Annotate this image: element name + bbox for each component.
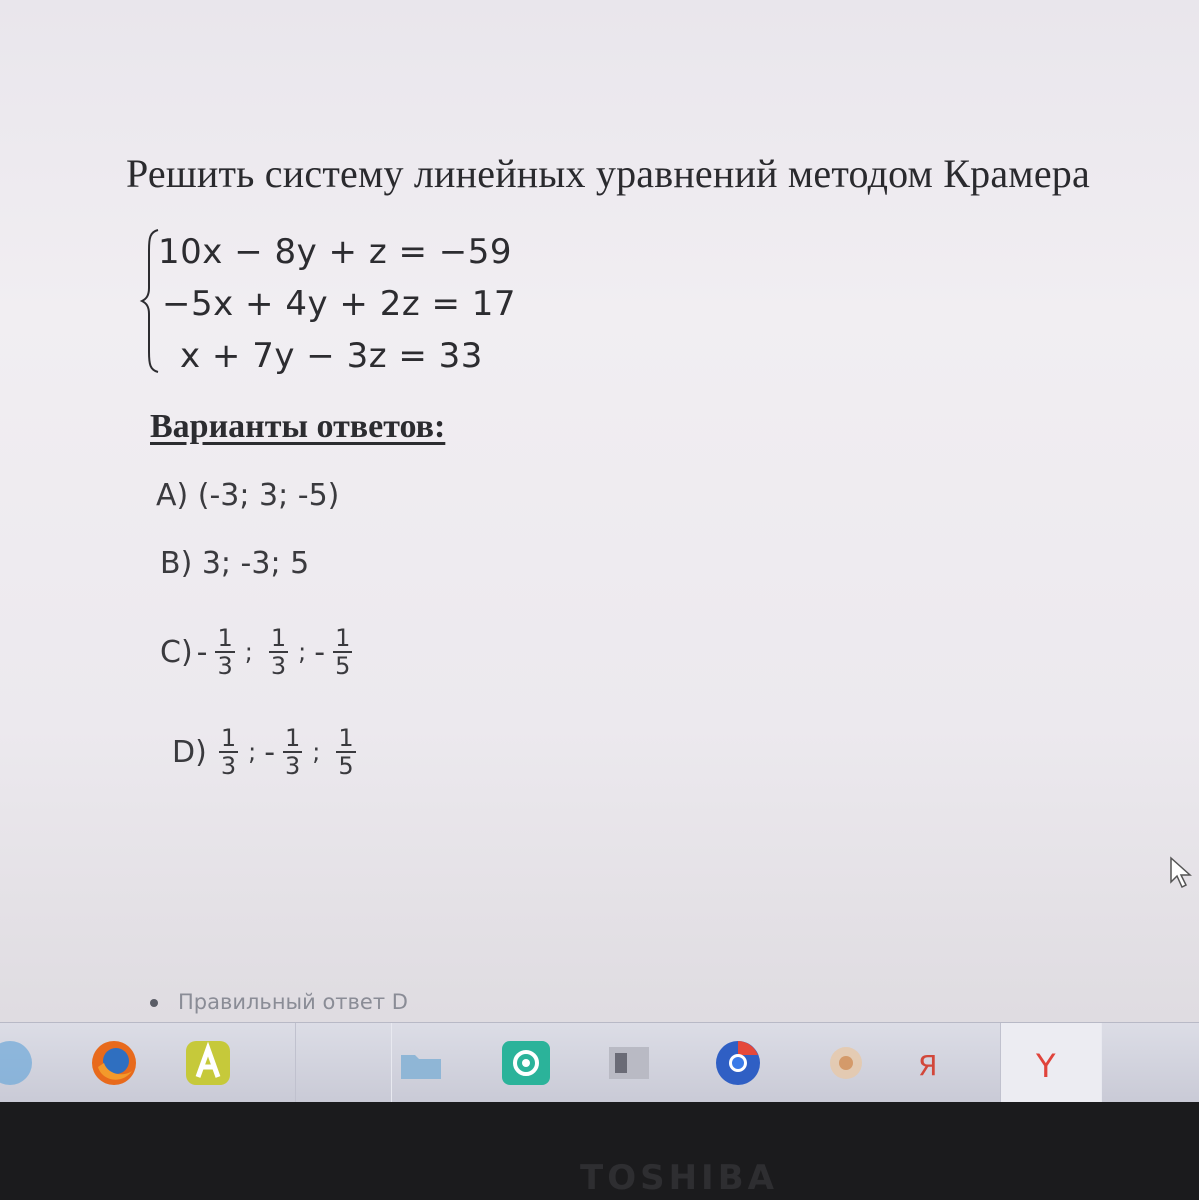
yandex-ya-icon[interactable]: Я [918,1049,938,1082]
separator: ; [312,738,321,766]
option-a: A) (-3; 3; -5) [156,478,340,513]
windows-orb-icon[interactable] [0,1037,40,1089]
brand-logo: TOSHIBA [580,1158,778,1198]
option-c-label: C) [160,634,193,670]
firefox-icon[interactable] [88,1037,140,1089]
option-c-fraction-2 [269,625,288,680]
denominator: 5 [338,752,354,780]
numerator: 1 [335,623,351,652]
denominator: 3 [220,752,237,780]
denominator: 3 [270,652,287,680]
chrome-icon[interactable] [712,1037,764,1089]
denominator: 3 [285,752,301,780]
option-c [160,612,358,692]
folder-icon[interactable] [395,1037,447,1089]
yandex-y-icon[interactable]: Y [1036,1047,1056,1085]
problem-title: Решить систему линейных уравнений методом Крамера [126,151,1090,196]
equation-2: −5x + 4y + 2z = 17 [162,284,517,324]
bullet-text: Правильный ответ D [178,990,408,1014]
option-c-fraction-3 [333,625,352,680]
taskbar-slot [295,1023,392,1103]
option-d-fraction-3 [336,725,355,780]
separator: ; [248,738,257,766]
option-c-sign-1: - [196,634,208,670]
separator: ; [244,638,253,666]
equation-1: 10x − 8y + z = −59 [158,232,513,272]
app-a-icon[interactable] [182,1037,234,1089]
option-c-sign-3: - [314,634,326,670]
bullet-item-1 [150,990,408,1014]
option-b: B) 3; -3; 5 [160,546,310,581]
mouse-cursor-icon [1168,856,1196,890]
denominator: 3 [217,652,233,680]
answers-heading: Варианты ответов: [150,408,446,445]
option-c-fraction-1 [215,625,234,680]
option-d-sign-2: - [264,734,276,770]
bullet-dot-icon [150,999,158,1007]
equation-3: x + 7y − 3z = 33 [180,336,483,376]
numerator: 1 [338,723,354,752]
equation-system [140,226,560,386]
option-d [172,712,362,792]
chrome-like-icon[interactable] [500,1037,552,1089]
numerator: 1 [285,723,301,752]
flower-icon[interactable] [820,1037,872,1089]
taskbar [0,1022,1199,1103]
numerator: 1 [220,723,237,752]
separator: ; [298,638,307,666]
option-d-fraction-1 [219,725,238,780]
media-icon[interactable] [605,1037,657,1089]
option-d-label: D) [172,734,207,770]
numerator: 1 [270,623,287,652]
option-d-fraction-2 [283,725,302,780]
numerator: 1 [217,623,233,652]
denominator: 5 [335,652,351,680]
